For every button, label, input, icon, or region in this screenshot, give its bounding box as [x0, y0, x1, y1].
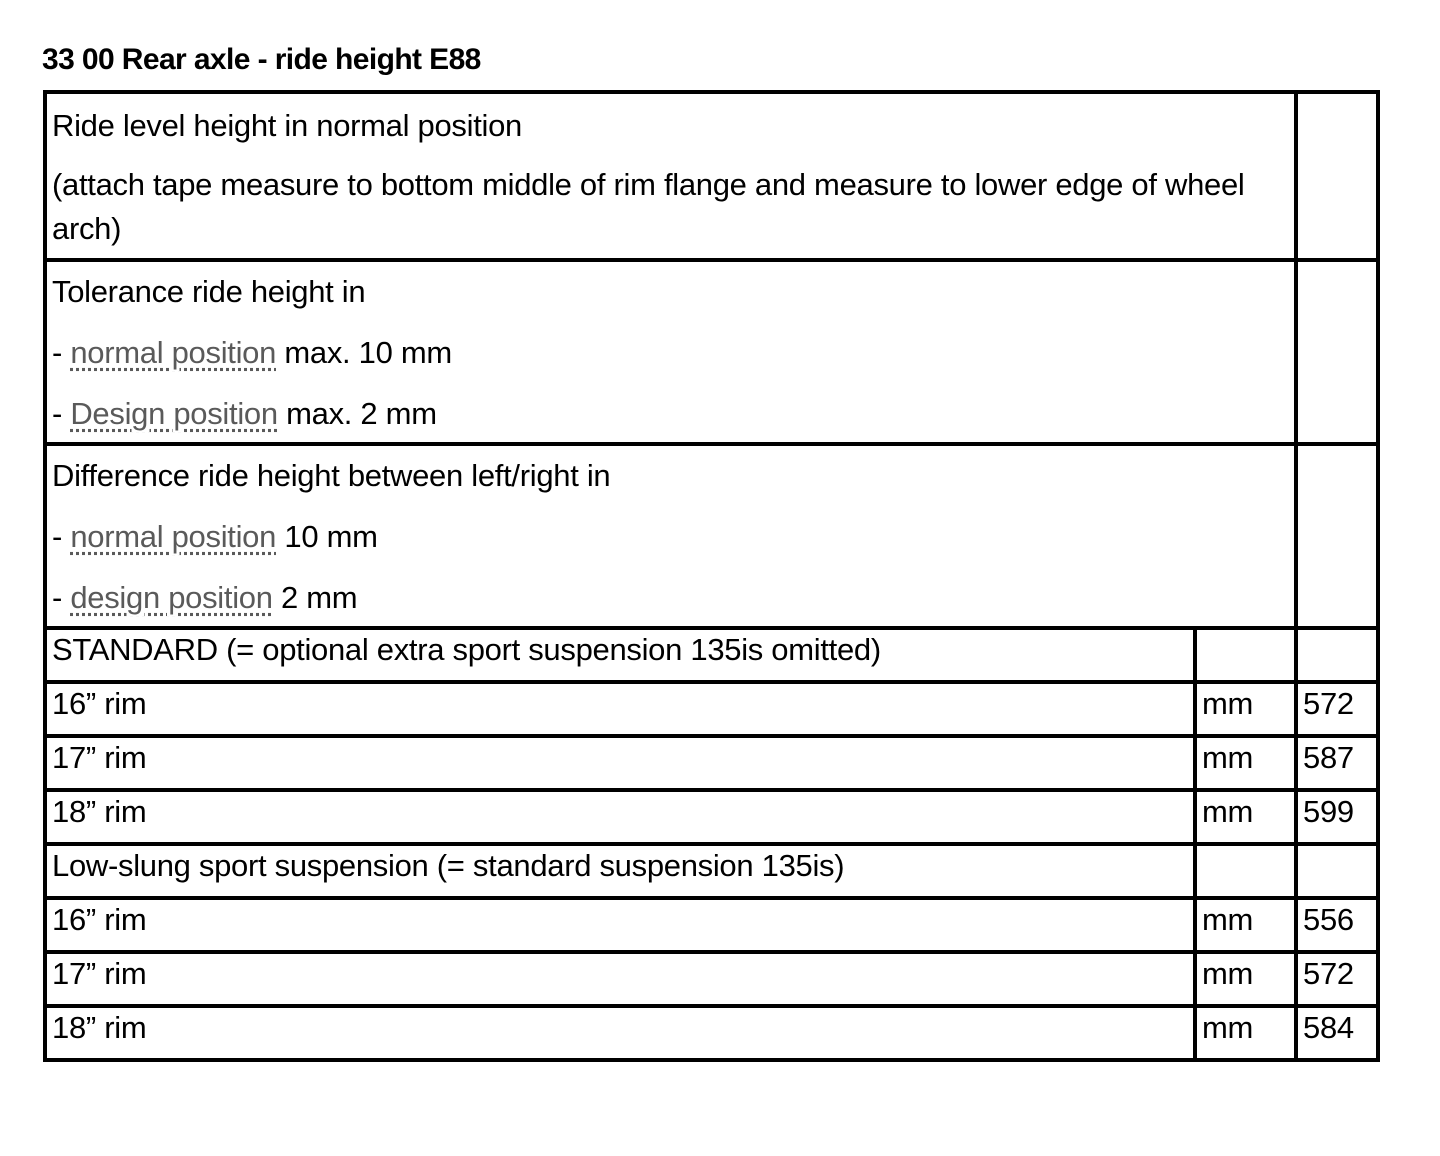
standard-heading: STANDARD (= optional extra sport suspension 135is omitted) — [45, 628, 1195, 682]
empty-cell — [1296, 628, 1378, 682]
document-title: 33 00 Rear axle - ride height E88 — [42, 43, 481, 76]
dash-text: - — [52, 580, 71, 615]
difference-line-design — [52, 578, 1294, 618]
unit-cell: mm — [1195, 1006, 1296, 1060]
rim-label: 17” rim — [45, 952, 1195, 1006]
difference-heading: Difference ride height between left/right in — [52, 458, 611, 493]
table-row — [45, 952, 1378, 1006]
ride-level-heading: Ride level height in normal position — [52, 108, 522, 143]
standard-heading-row — [45, 628, 1378, 682]
dash-text: - — [52, 335, 71, 370]
dash-text: - — [52, 396, 71, 431]
ride-level-cell — [45, 92, 1296, 260]
empty-cell — [1296, 444, 1378, 628]
unit-cell: mm — [1195, 682, 1296, 736]
tolerance-normal-value: max. 10 mm — [276, 335, 452, 370]
ride-level-note: (attach tape measure to bottom middle of rim flange and measure to lower edge of wheel arch) — [52, 167, 1245, 246]
table-row — [45, 898, 1378, 952]
ride-level-row — [45, 92, 1378, 260]
empty-cell — [1296, 260, 1378, 444]
dash-text: - — [52, 519, 71, 554]
tolerance-line-normal — [52, 333, 1294, 373]
tolerance-row — [45, 260, 1378, 444]
difference-design-value: 2 mm — [272, 580, 358, 615]
table-row — [45, 736, 1378, 790]
tolerance-cell — [45, 260, 1296, 444]
ride-height-table — [43, 90, 1380, 1062]
difference-row — [45, 444, 1378, 628]
design-position-link[interactable]: design position — [70, 580, 273, 615]
unit-cell: mm — [1195, 790, 1296, 844]
table-row — [45, 1006, 1378, 1060]
rim-label: 16” rim — [45, 682, 1195, 736]
empty-cell — [1195, 844, 1296, 898]
value-cell: 587 — [1296, 736, 1378, 790]
empty-cell — [1296, 844, 1378, 898]
difference-line-normal — [52, 517, 1294, 557]
empty-cell — [1296, 92, 1378, 260]
table-row — [45, 790, 1378, 844]
tolerance-design-value: max. 2 mm — [277, 396, 437, 431]
value-cell: 584 — [1296, 1006, 1378, 1060]
table-row — [45, 682, 1378, 736]
rim-label: 18” rim — [45, 1006, 1195, 1060]
normal-position-link[interactable]: normal position — [70, 335, 277, 370]
empty-cell — [1195, 628, 1296, 682]
rim-label: 17” rim — [45, 736, 1195, 790]
difference-normal-value: 10 mm — [276, 519, 378, 554]
low-slung-heading-row — [45, 844, 1378, 898]
value-cell: 599 — [1296, 790, 1378, 844]
value-cell: 572 — [1296, 682, 1378, 736]
rim-label: 16” rim — [45, 898, 1195, 952]
tolerance-line-design — [52, 394, 1294, 434]
tolerance-heading: Tolerance ride height in — [52, 274, 366, 309]
difference-cell — [45, 444, 1296, 628]
rim-label: 18” rim — [45, 790, 1195, 844]
unit-cell: mm — [1195, 736, 1296, 790]
design-position-link[interactable]: Design position — [70, 396, 278, 431]
value-cell: 556 — [1296, 898, 1378, 952]
value-cell: 572 — [1296, 952, 1378, 1006]
unit-cell: mm — [1195, 952, 1296, 1006]
unit-cell: mm — [1195, 898, 1296, 952]
normal-position-link[interactable]: normal position — [70, 519, 277, 554]
low-slung-heading: Low-slung sport suspension (= standard suspension 135is) — [45, 844, 1195, 898]
